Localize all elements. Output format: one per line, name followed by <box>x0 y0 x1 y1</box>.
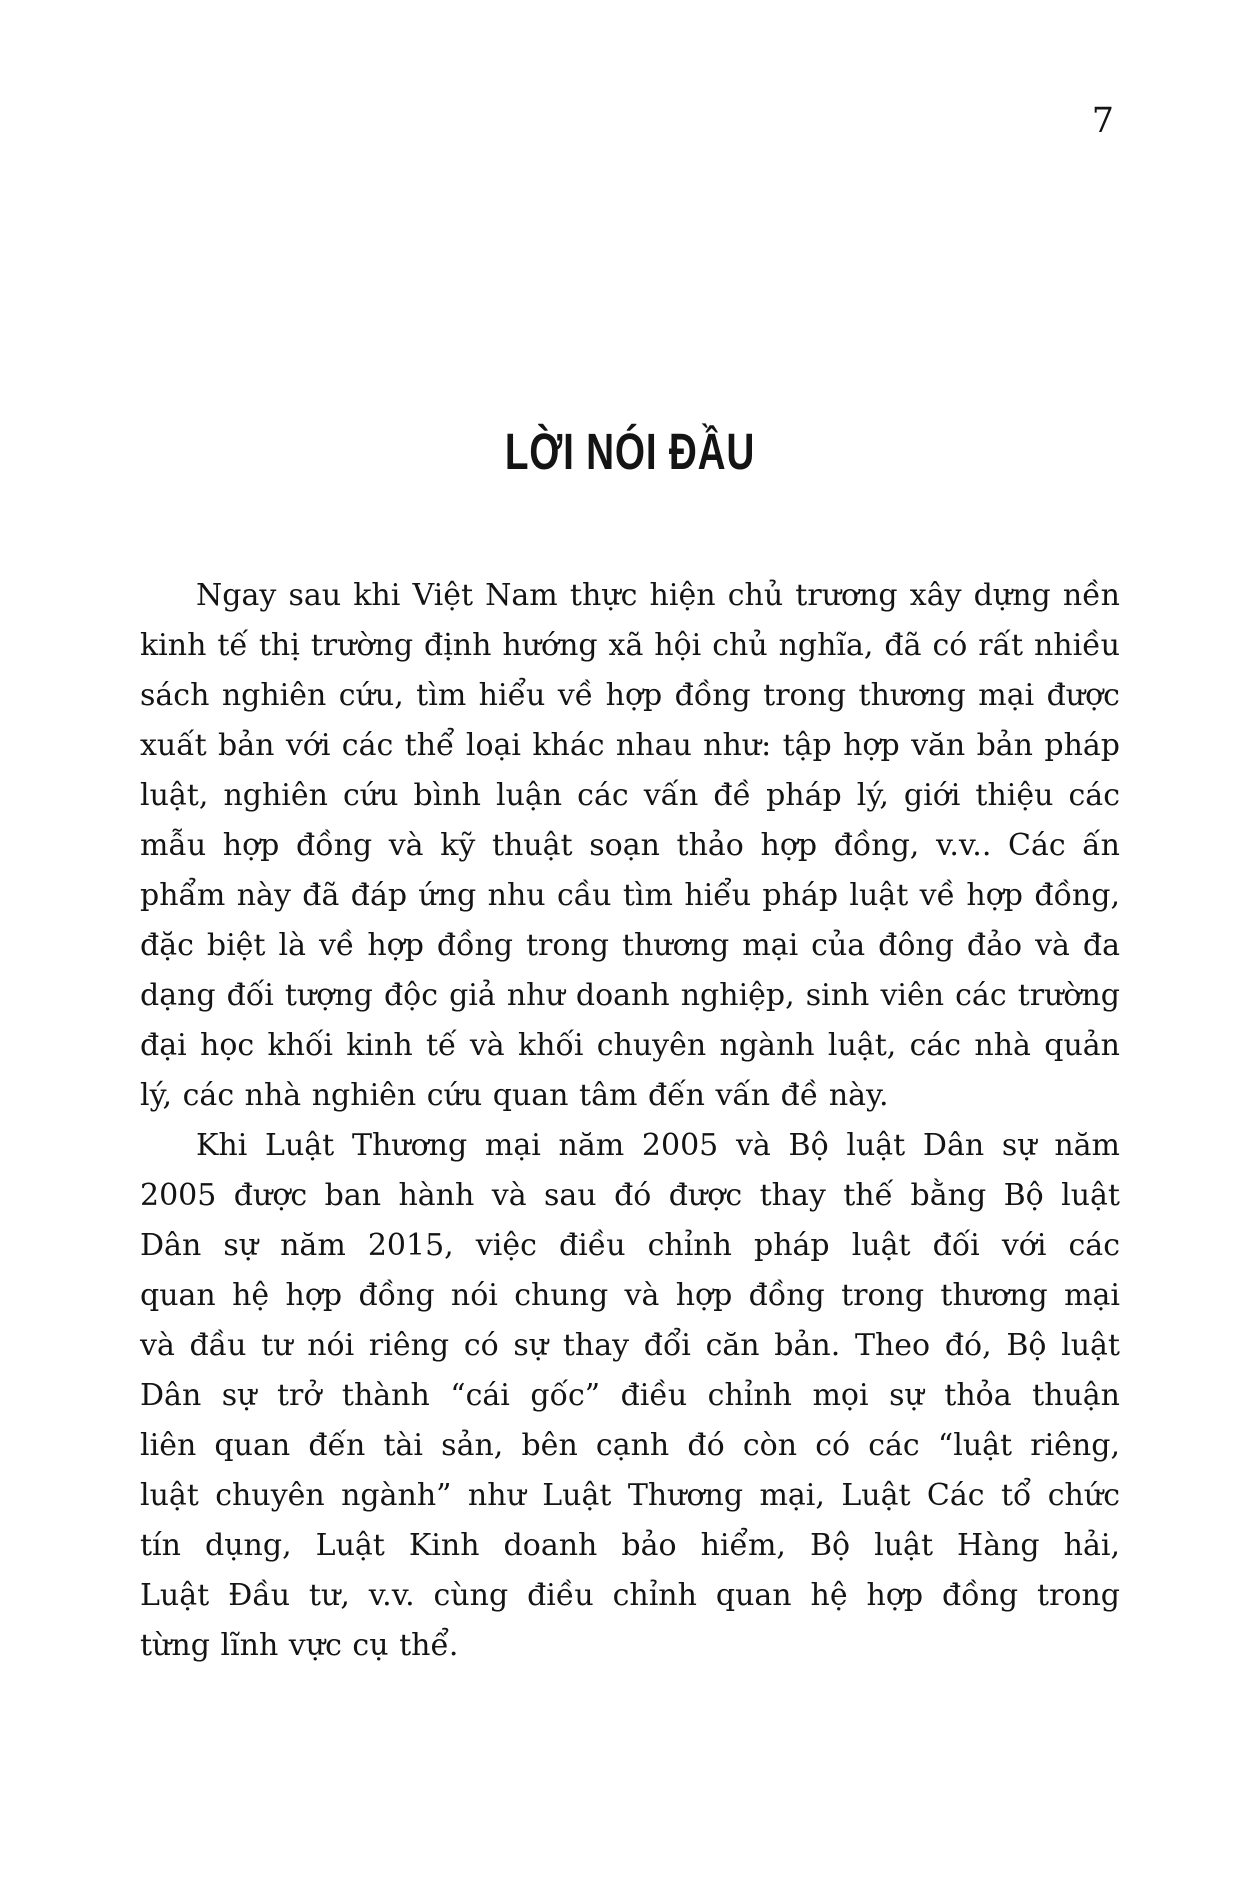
text-line: đại học khối kinh tế và khối chuyên ngành luật, các nhà quản <box>140 1028 1120 1063</box>
text-line: lý, các nhà nghiên cứu quan tâm đến vấn đề này. <box>140 1078 889 1113</box>
page-number: 7 <box>1091 101 1114 141</box>
text-line: Ngay sau khi Việt Nam thực hiện chủ trương xây dựng nền <box>196 578 1120 613</box>
chapter-heading: LỜI NÓI ĐẦU <box>504 423 756 480</box>
paragraph <box>140 571 1120 1121</box>
text-line: và đầu tư nói riêng có sự thay đổi căn bản. Theo đó, Bộ luật <box>140 1328 1120 1363</box>
paragraph <box>140 1121 1120 1671</box>
text-line: xuất bản với các thể loại khác nhau như: tập hợp văn bản pháp <box>140 728 1120 763</box>
body-text <box>140 571 1120 1671</box>
text-line: mẫu hợp đồng và kỹ thuật soạn thảo hợp đồng, v.v.. Các ấn <box>140 828 1120 863</box>
text-line: quan hệ hợp đồng nói chung và hợp đồng trong thương mại <box>140 1278 1120 1313</box>
text-line: Dân sự trở thành “cái gốc” điều chỉnh mọi sự thỏa thuận <box>140 1378 1120 1413</box>
text-line: sách nghiên cứu, tìm hiểu về hợp đồng trong thương mại được <box>140 678 1120 713</box>
text-line: Khi Luật Thương mại năm 2005 và Bộ luật Dân sự năm <box>196 1128 1120 1163</box>
text-line: phẩm này đã đáp ứng nhu cầu tìm hiểu pháp luật về hợp đồng, <box>140 878 1120 913</box>
text-line: từng lĩnh vực cụ thể. <box>140 1628 459 1663</box>
text-line: Luật Đầu tư, v.v. cùng điều chỉnh quan hệ hợp đồng trong <box>140 1578 1120 1613</box>
text-line: 2005 được ban hành và sau đó được thay thế bằng Bộ luật <box>140 1178 1120 1213</box>
text-line: luật chuyên ngành” như Luật Thương mại, Luật Các tổ chức <box>140 1478 1120 1513</box>
text-line: luật, nghiên cứu bình luận các vấn đề pháp lý, giới thiệu các <box>140 778 1120 813</box>
text-line: liên quan đến tài sản, bên cạnh đó còn có các “luật riêng, <box>140 1428 1120 1463</box>
text-line: kinh tế thị trường định hướng xã hội chủ nghĩa, đã có rất nhiều <box>140 628 1120 663</box>
text-line: Dân sự năm 2015, việc điều chỉnh pháp luật đối với các <box>140 1228 1120 1263</box>
text-line: tín dụng, Luật Kinh doanh bảo hiểm, Bộ luật Hàng hải, <box>140 1528 1120 1563</box>
text-line: đặc biệt là về hợp đồng trong thương mại của đông đảo và đa <box>140 928 1120 963</box>
text-line: dạng đối tượng độc giả như doanh nghiệp, sinh viên các trường <box>140 978 1120 1013</box>
